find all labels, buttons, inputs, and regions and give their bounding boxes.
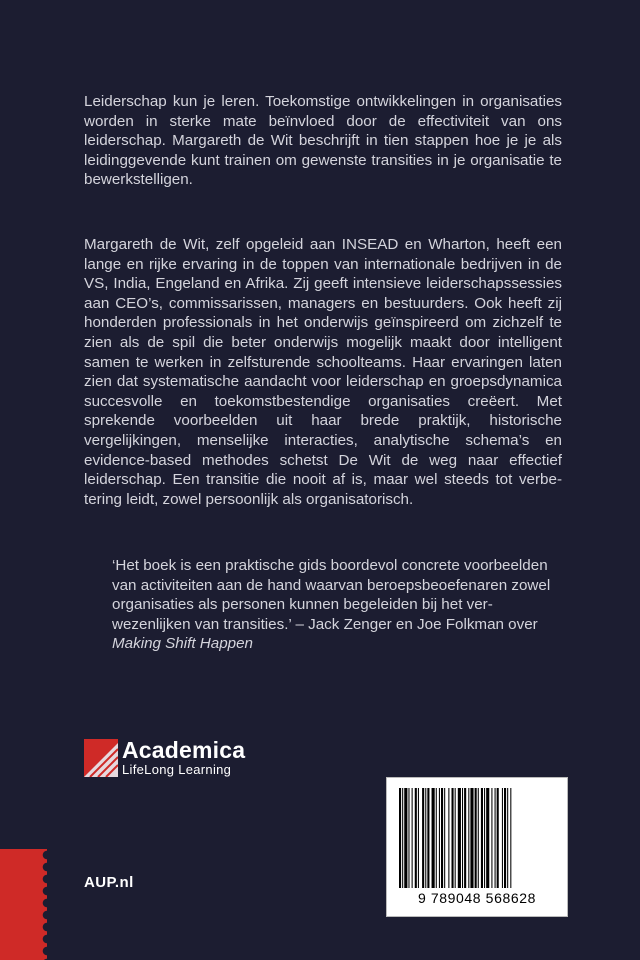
academica-logo-icon xyxy=(84,739,118,777)
barcode-bar xyxy=(507,788,508,888)
barcode-bar xyxy=(470,788,473,888)
barcode-bar xyxy=(408,788,409,888)
publisher-tagline: LifeLong Learning xyxy=(122,762,232,777)
barcode-bar xyxy=(475,788,477,888)
barcode-bar xyxy=(464,788,466,888)
barcode-bar xyxy=(404,788,407,888)
barcode-bar xyxy=(478,788,479,888)
barcode-bar xyxy=(427,788,429,888)
author-bio-paragraph: Margareth de Wit, zelf opgeleid aan INSEAD en Wharton, heeft een lange en rijke ervaring in de toppen van internationale bedrijven in de VS, India, Engeland en Afrika. Zij geeft intensieve leiderschapssessies aan CEO’s, commissarissen, managers en bestuurders. Ook heeft zij honderden professionals in het onderwijs geïnspireerd om zichzelf te zien als de spil die beter onderwijs mogelijk maakt door intelligent samen te werken in zelfsturende schoolteams. Haar ervaringen laten zien dat systematische aandacht voor leiderschap en groepsdynamica succesvolle en toekomstbestendige organisaties creëert. Met sprekende voorbeelden uit haar brede praktijk, historische vergelijkingen, menselijke interacties, analytische schema’s en evidence-based methodes schetst De Wit de weg naar effectief leiderschap. Een transitie die nooit af is, maar wel steeds tot verbetering leidt, zowel persoonlijk als organisatorisch. xyxy=(84,236,562,508)
red-stamp-block xyxy=(0,849,47,960)
barcode-bar xyxy=(481,788,483,888)
publisher-website: AUP.nl xyxy=(84,874,134,891)
barcode-bar xyxy=(412,788,413,888)
barcode-bar xyxy=(452,788,454,888)
barcode-bar xyxy=(486,788,489,888)
barcode-bar xyxy=(502,788,503,888)
barcode-bar xyxy=(497,788,499,888)
publisher-logo xyxy=(84,739,254,785)
barcode-bar xyxy=(441,788,443,888)
barcode-bars xyxy=(399,788,555,888)
barcode-bar xyxy=(458,788,461,888)
barcode-bar xyxy=(415,788,417,888)
barcode-bar xyxy=(491,788,492,888)
barcode-bar xyxy=(510,788,511,888)
quote-book-title: Making Shift Happen xyxy=(112,635,253,653)
barcode-bar xyxy=(402,788,403,888)
endorsement-quote xyxy=(112,556,562,654)
quote-text: ‘Het boek is een praktische gids boordevol concrete voorbeelden van activiteiten aan de hand waarvan beroepsbeoefenaren zowel organisaties als personen kunnen begeleiden bij het verwezenlijken van transities.’ – Jack Zenger en Joe Folkman over xyxy=(112,557,551,633)
barcode-bar xyxy=(495,788,496,888)
barcode-bar xyxy=(504,788,506,888)
barcode-bar xyxy=(436,788,437,888)
barcode-bar xyxy=(432,788,435,888)
barcode-bar xyxy=(439,788,440,888)
barcode-bar xyxy=(462,788,463,888)
isbn-number: 9 789048 568628 xyxy=(418,890,536,906)
barcode-bar xyxy=(455,788,456,888)
barcode-bar xyxy=(425,788,426,888)
barcode xyxy=(386,777,568,917)
publisher-name: Academica xyxy=(122,737,246,763)
barcode-bar xyxy=(422,788,424,888)
barcode-bar xyxy=(448,788,449,888)
barcode-bar xyxy=(468,788,469,888)
barcode-bar xyxy=(399,788,401,888)
barcode-bar xyxy=(418,788,419,888)
barcode-bar xyxy=(444,788,445,888)
blurb-paragraph-1: Leiderschap kun je leren. Toekomstige ontwikkelingen in organisaties worden in sterke mate beïnvloed door de effectiviteit van ons leiderschap. Margareth de Wit beschrijft in tien stappen hoe je je als leidinggevende kunt trainen om gewenste transities in je organisatie te bewerkstelligen. xyxy=(84,93,562,189)
barcode-bar xyxy=(484,788,485,888)
